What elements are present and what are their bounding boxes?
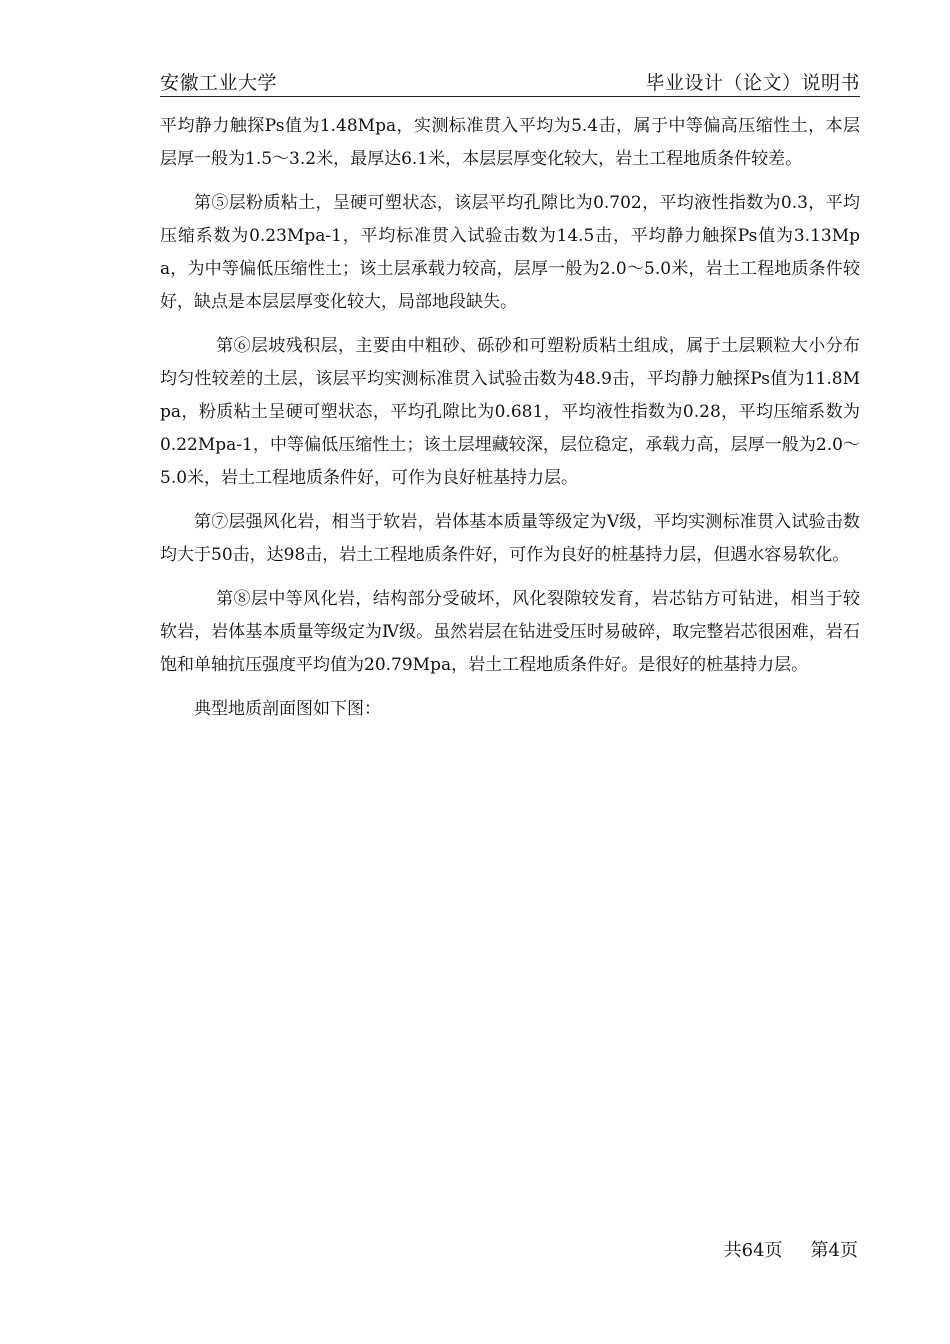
paragraph-layer-8: 第⑧层中等风化岩，结构部分受破坏，风化裂隙较发育，岩芯钻方可钻进，相当于较软岩，岩体基本质量等级定为Ⅳ级。虽然岩层在钻进受压时易破碎，取完整岩芯很困难，岩石饱和单轴抗压强度平均值为20.79Mpa，岩土工程地质条件好。是很好的桩基持力层。 [160,589,860,675]
page-number: 第4页 [810,1240,858,1261]
page-footer [724,1236,858,1262]
total-pages: 共64页 [723,1240,783,1261]
paragraph-layer-4-continued: 平均静力触探Ps值为1.48Mpa，实测标准贯入平均为5.4击，属于中等偏高压缩性土，本层层厚一般为1.5～3.2米，最厚达6.1米，本层层厚变化较大，岩土工程地质条件较差。 [160,116,860,169]
paragraph-section-intro: 典型地质剖面图如下图： [194,699,381,719]
document-type: 毕业设计（论文）说明书 [645,72,860,94]
paragraph-layer-5: 第⑤层粉质粘土，呈硬可塑状态，该层平均孔隙比为0.702，平均液性指数为0.3，平均压缩系数为0.23Mpa-1，平均标准贯入试验击数为14.5击，平均静力触探Ps值为3.13Mpa，为中等偏低压缩性土；该土层承载力较高，层厚一般为2.0～5.0米，岩土工程地质条件较好，缺点是本层层厚变化较大，局部地段缺失。 [160,193,860,312]
paragraph-layer-7: 第⑦层强风化岩，相当于软岩，岩体基本质量等级定为Ⅴ级，平均实测标准贯入试验击数均大于50击，达98击，岩土工程地质条件好，可作为良好的桩基持力层，但遇水容易软化。 [160,512,860,565]
university-name: 安徽工业大学 [160,72,278,94]
page-header [160,66,860,97]
paragraph-layer-6: 第⑥层坡残积层，主要由中粗砂、砾砂和可塑粉质粘土组成，属于土层颗粒大小分布均匀性较差的土层，该层平均实测标准贯入试验击数为48.9击，平均静力触探Ps值为11.8Mpa，粉质粘土呈硬可塑状态，平均孔隙比为0.681，平均液性指数为0.28，平均压缩系数为0.22Mpa-1，中等偏低压缩性土；该土层埋藏较深，层位稳定，承载力高，层厚一般为2.0～5.0米，岩土工程地质条件好，可作为良好桩基持力层。 [160,336,860,488]
body-text [160,110,860,737]
